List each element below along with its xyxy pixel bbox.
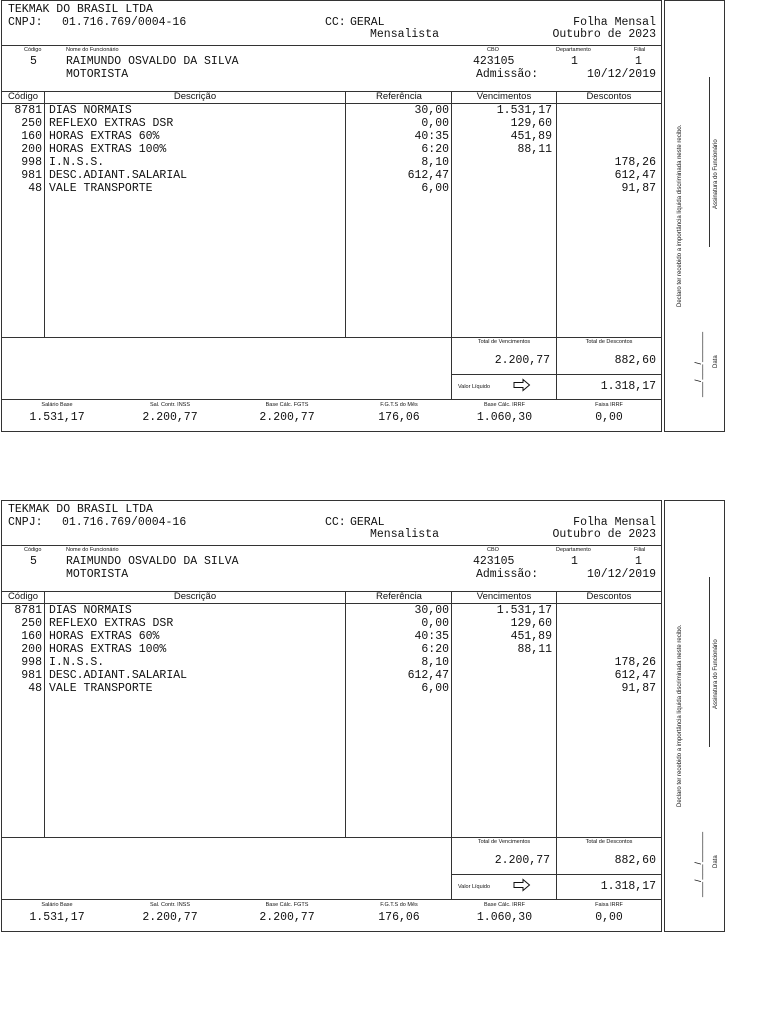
footer-label: Faixa IRRF (595, 402, 623, 408)
row-deductions (557, 117, 656, 130)
pay-slip-main (1, 0, 662, 432)
col-header-reference: Referência (376, 91, 422, 102)
row-description: REFLEXO EXTRAS DSR (49, 617, 174, 630)
row-deductions: 612,47 (614, 669, 656, 682)
receipt-stub (664, 500, 725, 932)
row-code: 981 (21, 169, 42, 182)
footer-value: 1.060,30 (476, 411, 533, 424)
total-earnings-value: 2.200,77 (494, 354, 550, 367)
row-description: DESC.ADIANT.SALARIAL (49, 669, 188, 682)
row-description: DESC.ADIANT.SALARIAL (49, 169, 188, 182)
row-reference: 40:35 (414, 130, 449, 143)
col-header-deductions: Descontos (586, 91, 632, 102)
col-header-code: Código (7, 591, 39, 602)
cbo-value: 423105 (473, 555, 515, 568)
col-header-description: Descrição (173, 91, 217, 102)
row-deductions (557, 604, 656, 617)
net-value-label: Valor Líquido (458, 884, 491, 890)
signature-label: Assinatura do Funcionário (713, 139, 719, 209)
total-deductions-label: Total de Descontos (585, 339, 633, 345)
reference-column (346, 104, 449, 195)
footer-value: 2.200,77 (259, 911, 315, 924)
row-reference: 612,47 (407, 169, 449, 182)
footer-value: 1.531,17 (29, 411, 85, 424)
department-value: 1 (571, 555, 578, 568)
col-header-code: Código (7, 91, 39, 102)
employee-type: Mensalista (369, 28, 439, 41)
row-description: HORAS EXTRAS 60% (49, 130, 160, 143)
department-value: 1 (571, 55, 578, 68)
payroll-title: Folha Mensal (573, 16, 656, 29)
payroll-period: Outubro de 2023 (552, 528, 656, 541)
row-deductions: 91,87 (621, 682, 656, 695)
admission-label: Admissão: (476, 68, 539, 81)
deductions-column (557, 104, 656, 195)
col-header-deductions: Descontos (586, 591, 632, 602)
footer-label: F.G.T.S do Mês (380, 402, 418, 408)
employee-code-label: Código (24, 47, 42, 53)
row-reference: 8,10 (421, 656, 449, 669)
row-earnings (452, 669, 552, 682)
admission-date: 10/12/2019 (586, 568, 656, 581)
arrow-right-icon (513, 878, 531, 892)
footer-value: 0,00 (595, 411, 623, 424)
row-description: DIAS NORMAIS (49, 104, 132, 117)
row-earnings: 88,11 (517, 143, 552, 156)
branch-label: Filial (634, 47, 646, 53)
row-earnings: 451,89 (510, 630, 552, 643)
total-earnings-value: 2.200,77 (494, 854, 550, 867)
footer-value: 1.060,30 (476, 911, 533, 924)
footer-value: 2.200,77 (259, 411, 315, 424)
net-value: 1.318,17 (600, 380, 656, 393)
row-description: VALE TRANSPORTE (49, 682, 153, 695)
footer-bases (2, 401, 661, 431)
reference-column (346, 604, 449, 695)
row-reference: 6,00 (421, 682, 449, 695)
arrow-right-icon (513, 378, 531, 392)
employee-type: Mensalista (369, 528, 439, 541)
row-deductions: 178,26 (614, 156, 656, 169)
footer-label: Salário Base (41, 402, 73, 408)
row-earnings: 88,11 (517, 643, 552, 656)
row-reference: 6,00 (421, 182, 449, 195)
row-reference: 612,47 (407, 669, 449, 682)
row-deductions (557, 617, 656, 630)
code-column (2, 104, 42, 195)
admission-date: 10/12/2019 (586, 68, 656, 81)
employee-code: 5 (30, 555, 37, 568)
row-reference: 0,00 (421, 617, 449, 630)
row-reference: 0,00 (421, 117, 449, 130)
date-line: ___/___/______ (693, 331, 703, 397)
row-code: 8781 (14, 104, 42, 117)
row-description: DIAS NORMAIS (49, 604, 132, 617)
total-deductions-value: 882,60 (614, 854, 656, 867)
col-header-earnings: Vencimentos (476, 91, 532, 102)
row-deductions: 91,87 (621, 182, 656, 195)
cnpj-label: CNPJ: (8, 16, 43, 29)
col-header-earnings: Vencimentos (476, 591, 532, 602)
footer-label: Base Cálc. IRRF (484, 902, 525, 908)
row-code: 8781 (14, 604, 42, 617)
earnings-column (452, 104, 552, 195)
department-label: Departamento (556, 547, 591, 553)
employee-name: RAIMUNDO OSVALDO DA SILVA (66, 555, 239, 568)
earnings-column (452, 604, 552, 695)
cost-center-value: GERAL (350, 516, 385, 529)
row-deductions (557, 130, 656, 143)
row-reference: 6:20 (421, 143, 449, 156)
footer-value: 1.531,17 (29, 911, 85, 924)
description-column (49, 604, 339, 695)
employee-code: 5 (30, 55, 37, 68)
row-description: I.N.S.S. (49, 656, 105, 669)
row-reference: 6:20 (421, 643, 449, 656)
row-earnings (452, 169, 552, 182)
row-description: REFLEXO EXTRAS DSR (49, 117, 174, 130)
row-code: 160 (21, 130, 42, 143)
branch-value: 1 (635, 55, 642, 68)
row-deductions: 178,26 (614, 656, 656, 669)
receipt-declaration: Declaro ter recebido a importância líquida discriminada neste recibo. (677, 124, 683, 307)
row-code: 250 (21, 117, 42, 130)
cnpj-value: 01.716.769/0004-16 (62, 16, 187, 29)
row-description: I.N.S.S. (49, 156, 105, 169)
footer-value: 2.200,77 (142, 411, 198, 424)
row-deductions (557, 104, 656, 117)
row-deductions (557, 643, 656, 656)
receipt-declaration: Declaro ter recebido a importância líquida discriminada neste recibo. (677, 624, 683, 807)
cbo-value: 423105 (473, 55, 515, 68)
footer-label: Base Cálc. IRRF (484, 402, 525, 408)
row-description: HORAS EXTRAS 100% (49, 143, 167, 156)
row-earnings (452, 182, 552, 195)
footer-label: F.G.T.S do Mês (380, 902, 418, 908)
employee-role: MOTORISTA (66, 568, 129, 581)
net-value-label: Valor Líquido (458, 384, 491, 390)
cbo-label: CBO (487, 47, 499, 53)
footer-label: Faixa IRRF (595, 902, 623, 908)
employee-role: MOTORISTA (66, 68, 129, 81)
payroll-period: Outubro de 2023 (552, 28, 656, 41)
row-code: 998 (21, 656, 42, 669)
cost-center-label: CC: (325, 516, 346, 529)
date-label: Data (713, 855, 719, 868)
row-code: 200 (21, 643, 42, 656)
row-description: VALE TRANSPORTE (49, 182, 153, 195)
row-earnings: 451,89 (510, 130, 552, 143)
cost-center-label: CC: (325, 16, 346, 29)
cnpj-label: CNPJ: (8, 516, 43, 529)
total-deductions-value: 882,60 (614, 354, 656, 367)
employee-name-label: Nome do Funcionário (66, 547, 119, 553)
receipt-stub (664, 0, 725, 432)
date-line: ___/___/______ (693, 831, 703, 897)
row-reference: 30,00 (414, 104, 449, 117)
row-earnings: 1.531,17 (496, 104, 552, 117)
row-reference: 40:35 (414, 630, 449, 643)
row-description: HORAS EXTRAS 60% (49, 630, 160, 643)
row-reference: 30,00 (414, 604, 449, 617)
company-name: TEKMAK DO BRASIL LTDA (8, 503, 153, 516)
total-deductions-label: Total de Descontos (585, 839, 633, 845)
row-earnings (452, 156, 552, 169)
cbo-label: CBO (487, 547, 499, 553)
row-code: 250 (21, 617, 42, 630)
row-code: 200 (21, 143, 42, 156)
company-name: TEKMAK DO BRASIL LTDA (8, 3, 153, 16)
pay-slip-main (1, 500, 662, 932)
cnpj-value: 01.716.769/0004-16 (62, 516, 187, 529)
row-earnings: 129,60 (510, 117, 552, 130)
row-earnings: 1.531,17 (496, 604, 552, 617)
row-reference: 8,10 (421, 156, 449, 169)
items-table (2, 104, 661, 334)
pay-slip (1, 500, 725, 932)
payroll-title: Folha Mensal (573, 516, 656, 529)
employee-code-label: Código (24, 547, 42, 553)
row-code: 48 (28, 682, 42, 695)
row-deductions (557, 143, 656, 156)
deductions-column (557, 604, 656, 695)
employee-name-label: Nome do Funcionário (66, 47, 119, 53)
pay-slip (1, 0, 725, 432)
date-label: Data (713, 355, 719, 368)
row-code: 48 (28, 182, 42, 195)
row-earnings (452, 682, 552, 695)
row-earnings (452, 656, 552, 669)
row-code: 998 (21, 156, 42, 169)
row-description: HORAS EXTRAS 100% (49, 643, 167, 656)
col-header-reference: Referência (376, 591, 422, 602)
row-earnings: 129,60 (510, 617, 552, 630)
code-column (2, 604, 42, 695)
branch-label: Filial (634, 547, 646, 553)
cost-center-value: GERAL (350, 16, 385, 29)
admission-label: Admissão: (476, 568, 539, 581)
row-deductions (557, 630, 656, 643)
items-table (2, 604, 661, 834)
row-code: 981 (21, 669, 42, 682)
footer-label: Sal. Contr. INSS (149, 402, 191, 408)
row-code: 160 (21, 630, 42, 643)
description-column (49, 104, 339, 195)
total-earnings-label: Total de Vencimentos (477, 339, 531, 345)
footer-label: Sal. Contr. INSS (149, 902, 191, 908)
footer-label: Salário Base (41, 902, 73, 908)
total-earnings-label: Total de Vencimentos (477, 839, 531, 845)
signature-label: Assinatura do Funcionário (713, 639, 719, 709)
footer-value: 176,06 (378, 911, 420, 924)
branch-value: 1 (635, 555, 642, 568)
footer-value: 0,00 (595, 911, 623, 924)
footer-value: 2.200,77 (142, 911, 198, 924)
footer-bases (2, 901, 661, 931)
footer-label: Base Cálc. FGTS (265, 402, 309, 408)
footer-label: Base Cálc. FGTS (265, 902, 309, 908)
footer-value: 176,06 (378, 411, 420, 424)
col-header-description: Descrição (173, 591, 217, 602)
net-value: 1.318,17 (600, 880, 656, 893)
row-deductions: 612,47 (614, 169, 656, 182)
employee-name: RAIMUNDO OSVALDO DA SILVA (66, 55, 239, 68)
department-label: Departamento (556, 47, 591, 53)
